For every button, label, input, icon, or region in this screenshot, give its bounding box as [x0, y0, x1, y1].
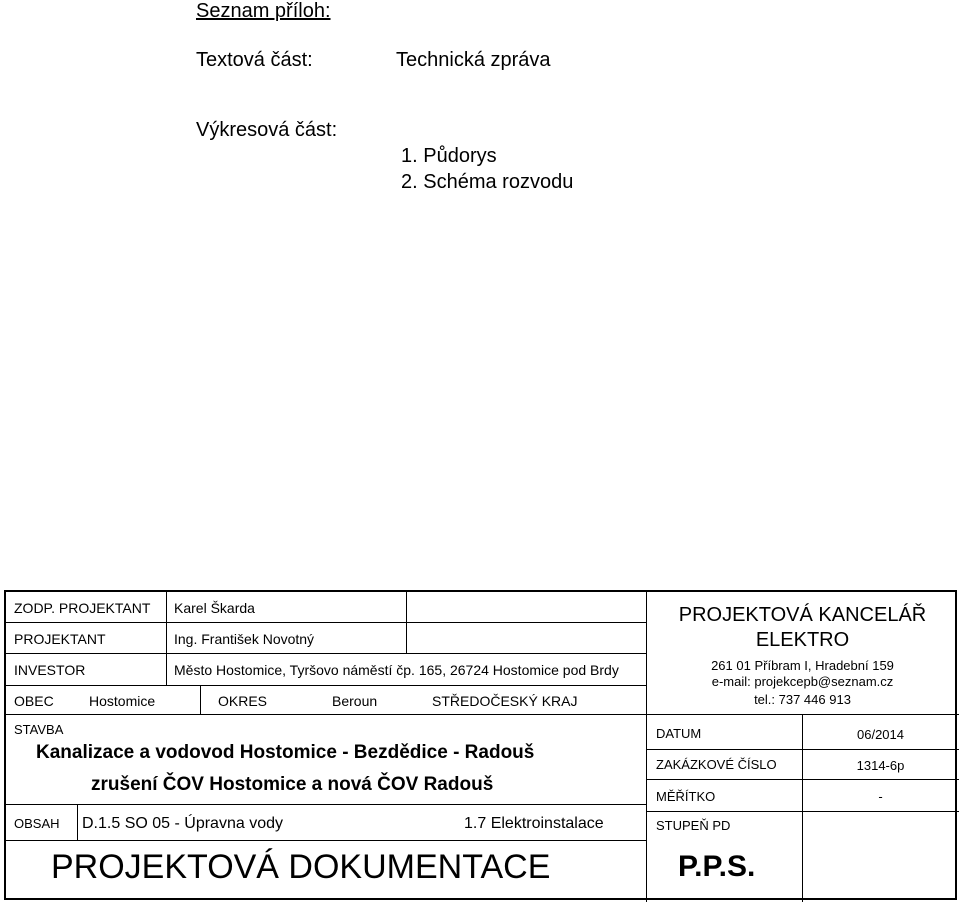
attachments-heading: Seznam příloh: — [196, 0, 331, 22]
district-value: Beroun — [332, 693, 378, 709]
order-label: ZAKÁZKOVÉ ČÍSLO — [656, 757, 777, 772]
text-part-label: Textová část: — [196, 49, 313, 71]
drawing-item: 2. Schéma rozvodu — [401, 171, 574, 193]
investor-value: Město Hostomice, Tyršovo náměstí čp. 165, 26724 Hostomice pod Brdy — [174, 662, 619, 678]
construction-line2: zrušení ČOV Hostomice a nová ČOV Radouš — [91, 774, 494, 795]
office-name: PROJEKTOVÁ KANCELÁŘ — [678, 604, 927, 626]
divider — [802, 714, 803, 902]
construction-label: STAVBA — [14, 722, 64, 737]
document-title: PROJEKTOVÁ DOKUMENTACE — [51, 848, 551, 886]
office-phone: tel.: 737 446 913 — [754, 692, 851, 707]
divider — [6, 685, 646, 686]
content-section: 1.7 Elektroinstalace — [464, 815, 604, 832]
content-label: OBSAH — [14, 816, 60, 831]
divider — [6, 804, 646, 805]
municipality-value: Hostomice — [89, 693, 156, 709]
office-subtitle: ELEKTRO — [755, 629, 850, 651]
district-label: OKRES — [218, 693, 268, 709]
office-email: e-mail: projekcepb@seznam.cz — [711, 674, 894, 689]
divider — [166, 592, 167, 685]
content-value: D.1.5 SO 05 - Úpravna vody — [82, 815, 283, 832]
divider — [6, 840, 646, 841]
scale-value: - — [878, 789, 883, 804]
drawing-part-label: Výkresová část: — [196, 119, 338, 141]
order-value: 1314-6p — [856, 758, 905, 773]
region-value: STŘEDOČESKÝ KRAJ — [432, 693, 578, 709]
divider — [406, 592, 407, 653]
stage-label: STUPEŇ PD — [656, 818, 731, 833]
office-address: 261 01 Příbram I, Hradební 159 — [711, 658, 894, 673]
drawing-item: 1. Půdorys — [401, 145, 497, 167]
date-value: 06/2014 — [857, 727, 904, 742]
title-block — [4, 590, 957, 900]
designer-label: PROJEKTANT — [14, 631, 106, 647]
divider — [6, 653, 646, 654]
chief-designer-label: ZODP. PROJEKTANT — [14, 600, 151, 616]
designer-value: Ing. František Novotný — [174, 631, 315, 647]
chief-designer-value: Karel Škarda — [174, 600, 255, 616]
construction-line1: Kanalizace a vodovod Hostomice - Bezdědice - Radouš — [36, 742, 535, 763]
investor-label: INVESTOR — [14, 662, 86, 678]
divider — [6, 714, 646, 715]
divider — [200, 685, 201, 714]
divider — [77, 804, 78, 840]
divider — [6, 622, 646, 623]
municipality-label: OBEC — [14, 693, 54, 709]
stage-value: P.P.S. — [678, 850, 756, 883]
text-part-value: Technická zpráva — [396, 49, 551, 71]
date-label: DATUM — [656, 726, 702, 741]
scale-label: MĚŘÍTKO — [656, 789, 716, 804]
